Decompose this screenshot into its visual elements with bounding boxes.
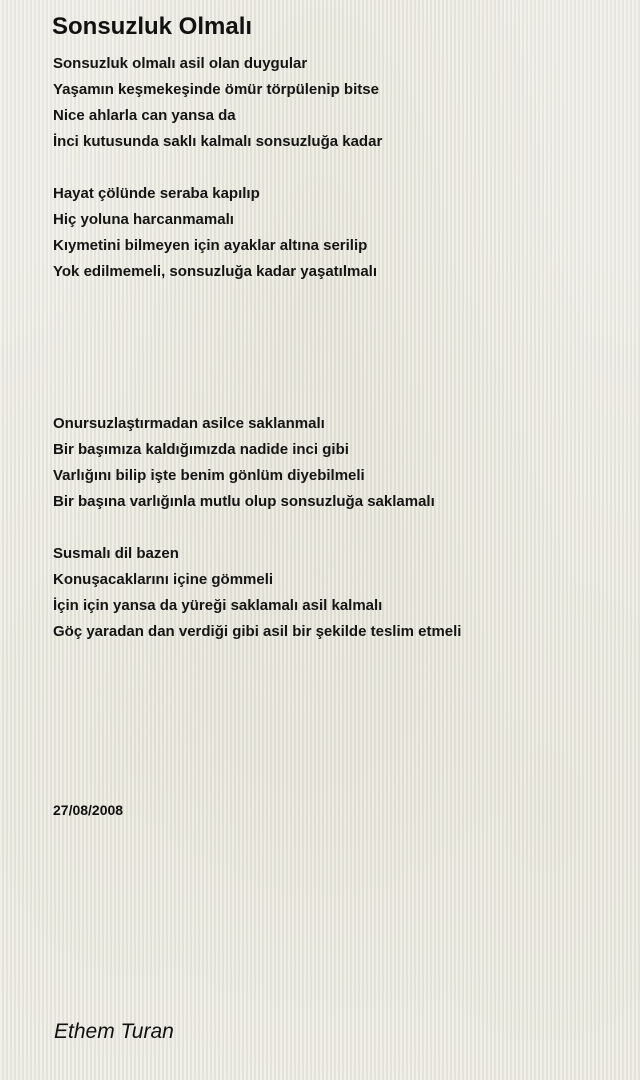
stanza-2 (53, 181, 377, 285)
poem-line: Hiç yoluna harcanmamalı (53, 211, 234, 228)
poem-line: İnci kutusunda saklı kalmalı sonsuzluğa kadar (53, 133, 383, 150)
poem-date: 27/08/2008 (53, 802, 124, 818)
poem-line: Susmalı dil bazen (53, 545, 179, 562)
stanza-1 (53, 51, 382, 155)
poem-line: Sonsuzluk olmalı asil olan duygular (53, 55, 308, 72)
poem-title: Sonsuzluk Olmalı (52, 13, 253, 40)
poem-line: Yaşamın keşmekeşinde ömür törpülenip bitse (53, 81, 379, 98)
poem-line: Göç yaradan dan verdiği gibi asil bir şekilde teslim etmeli (53, 623, 462, 640)
poem-line: Nice ahlarla can yansa da (53, 107, 236, 124)
stanza-4 (53, 541, 461, 645)
poem-line: Yok edilmemeli, sonsuzluğa kadar yaşatılmalı (53, 263, 378, 280)
poem-author: Ethem Turan (54, 1020, 174, 1043)
poem-line: İçin için yansa da yüreği saklamalı asil kalmalı (53, 597, 383, 614)
poem-line: Konuşacaklarını içine gömmeli (53, 571, 274, 588)
poem-line: Hayat çölünde seraba kapılıp (53, 185, 260, 202)
poem-line: Kıymetini bilmeyen için ayaklar altına serilip (53, 237, 368, 254)
poem-line: Bir başına varlığınla mutlu olup sonsuzluğa saklamalı (53, 493, 435, 510)
poem-line: Varlığını bilip işte benim gönlüm diyebilmeli (53, 467, 365, 484)
poem-line: Bir başımıza kaldığımızda nadide inci gibi (53, 441, 349, 458)
stanza-3 (53, 411, 435, 515)
poem-line: Onursuzlaştırmadan asilce saklanmalı (53, 415, 325, 432)
